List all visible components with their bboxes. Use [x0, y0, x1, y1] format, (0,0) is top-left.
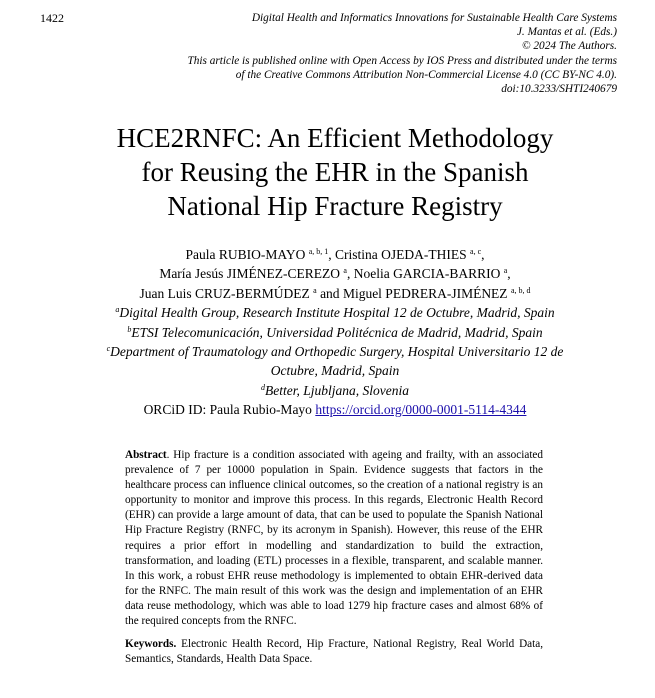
header-line: © 2024 The Authors.: [522, 40, 617, 53]
header-line: Digital Health and Informatics Innovations for Sustainable Health Care Systems: [251, 12, 617, 24]
affiliation-a: $^a$Digital Health Group, Research Institute Hospital 12 de Octubre, Madrid, Spain: [115, 305, 555, 321]
author-affiliation-marker: a: [343, 266, 347, 276]
author-line: Paula RUBIO-MAYO $^{a, b, 1}$, Cristina OJEDA-THIES $^{a, c}$,: [185, 247, 485, 262]
author-affiliation-marker: a, c: [470, 247, 482, 256]
affiliation-c-continued: Octubre, Madrid, Spain: [270, 363, 400, 379]
header-line: J. Mantas et al. (Eds.): [516, 26, 617, 39]
abstract-section: [125, 448, 543, 667]
doi: doi:10.3233/SHTI240679: [501, 83, 617, 96]
author-line: Juan Luis CRUZ-BERMÚDEZ $^a$ and Miguel PEDRERA-JIMÉNEZ $^{a, b, d}$: [139, 285, 531, 301]
author-name: Miguel PEDRERA-JIMÉNEZ: [342, 285, 508, 301]
author-name: Juan Luis CRUZ-BERMÚDEZ: [139, 285, 310, 301]
affiliation-c: $^c$Department of Traumatology and Orthopedic Surgery, Hospital Universitario 12 de: [106, 344, 564, 360]
title-line: HCE2RNFC: An Efficient Methodology: [116, 123, 554, 153]
publication-header: [57, 11, 617, 96]
affiliation-d: $^d$Better, Ljubljana, Slovenia: [261, 382, 409, 398]
orcid-link[interactable]: https://orcid.org/0000-0001-5114-4344: [315, 402, 527, 418]
orcid-line: ORCiD ID: Paula Rubio-Mayo https://orcid.org/0000-0001-5114-4344: [143, 402, 527, 418]
header-line: This article is published online with Open Access by IOS Press and distributed under the terms: [187, 54, 617, 67]
author-line: María Jesús JIMÉNEZ-CEREZO $^a$, Noelia GARCIA-BARRIO $^a$,: [159, 266, 511, 282]
header-line: of the Creative Commons Attribution Non-Commercial License 4.0 (CC BY-NC 4.0).: [235, 68, 617, 81]
author-name: María Jesús JIMÉNEZ-CEREZO: [159, 266, 341, 282]
author-block: [40, 245, 630, 420]
abstract-body: . Hip fracture is a condition associated with ageing and frailty, with an associated prevalence of 7 per 10000 population in Spain. Evidence suggests that factors in the healthcare process can influence clinical outcomes, so the creation of a national registry is an opportunity to monitor and improve this process. In this regards, Electronic Health Record (EHR) can provide a large amount of data, that can be used to populate the Spanish National Hip Fracture Registry (RNFC, by its acronym in Spanish). However, this reuse of the EHR requires a prior effort in modelling and standardization to build the extraction, transformation, and loading (ETL) processes in a flexible, transparent, and scalable manner. In this work, a robust EHR reuse methodology is implemented to obtain EHR-derived data for the RNFC. The main result of this work was the design and implementation of an EHR data reuse methodology, which was able to load 1279 hip fracture cases and almost 68% of the required concepts from the RNFC.: [125, 449, 543, 628]
page-number: 1422: [40, 11, 64, 25]
author-affiliation-marker: a: [503, 266, 508, 276]
keywords-paragraph: [125, 637, 543, 667]
author-name: Noelia GARCIA-BARRIO: [353, 266, 501, 282]
affiliation-b: $^b$ETSI Telecomunicación, Universidad Politécnica de Madrid, Madrid, Spain: [127, 324, 543, 340]
author-affiliation-marker: a, b, d: [510, 285, 531, 295]
author-name: Cristina OJEDA-THIES: [335, 247, 467, 262]
keywords-body: Electronic Health Record, Hip Fracture, National Registry, Real World Data, Semantics, Standards, Health Data Space.: [125, 638, 543, 666]
author-affiliation-marker: a: [313, 285, 317, 295]
title-line: National Hip Fracture Registry: [167, 191, 503, 221]
abstract-paragraph: [125, 448, 543, 629]
abstract-heading: Abstract: [125, 449, 167, 461]
paper-title: [40, 121, 630, 223]
keywords-heading: Keywords.: [125, 638, 177, 651]
title-line: for Reusing the EHR in the Spanish: [141, 157, 529, 187]
author-name: Paula RUBIO-MAYO: [185, 247, 306, 262]
author-affiliation-marker: a, b, 1: [308, 247, 329, 256]
